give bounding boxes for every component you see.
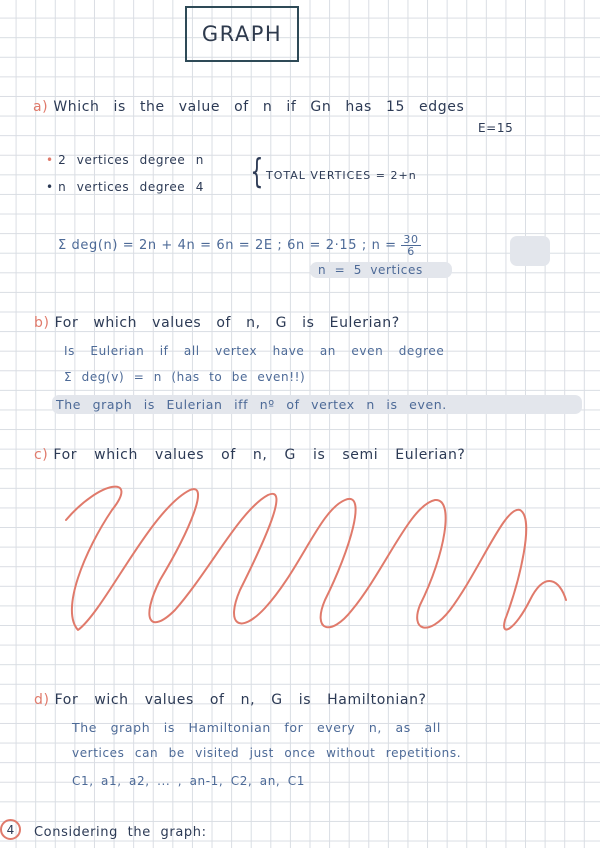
next-question-text: Considering the graph: [34, 825, 207, 840]
question-a [33, 99, 464, 115]
equation-text: Σ deg(n) = 2n + 4n = 6n = 2E ; 6n = 2·15 ; n = [58, 238, 397, 253]
equation-line [58, 234, 421, 257]
scribble-crossout [0, 470, 600, 670]
question-b-text: For which values of n, G is Eulerian? [54, 315, 400, 331]
answer-d-line2: vertices can be visited just once without repetitions. [72, 746, 462, 760]
question-d [34, 692, 427, 708]
question-b-letter: b) [34, 315, 50, 331]
question-c-letter: c) [34, 447, 49, 463]
question-number-badge: 4 [0, 819, 21, 840]
curly-brace: { [250, 152, 264, 192]
fraction [401, 234, 420, 257]
question-d-text: For wich values of n, G is Hamiltonian? [54, 692, 427, 708]
scribble-path [66, 487, 566, 630]
bullet-text: n vertices degree 4 [58, 180, 204, 194]
question-d-letter: d) [34, 692, 50, 708]
question-a-letter: a) [33, 99, 49, 115]
question-c [34, 447, 465, 463]
question-a-text: Which is the value of n if Gn has 15 edges [53, 99, 465, 115]
page-title: GRAPH [185, 6, 299, 62]
bullet-item [46, 153, 204, 167]
bullet-text: 2 vertices degree n [58, 153, 204, 167]
question-c-text: For which values of n, G is semi Eulerian? [53, 447, 466, 463]
question-b [34, 315, 400, 331]
bullet-dot: • [46, 153, 54, 167]
fraction-denominator: 6 [407, 245, 415, 258]
total-vertices: TOTAL VERTICES = 2+n [266, 169, 417, 182]
answer-d-line3: C1, a1, a2, ... , an-1, C2, an, C1 [72, 774, 305, 788]
answer-b-line3: The graph is Eulerian iff nº of vertex n is even. [56, 397, 447, 412]
answer-b-line2: Σ deg(v) = n (has to be even!!) [64, 370, 306, 384]
result-a: n = 5 vertices [318, 263, 423, 277]
bullet-dot: • [46, 180, 54, 194]
edges-note: E=15 [478, 121, 514, 135]
answer-d-line1: The graph is Hamiltonian for every n, as all [72, 720, 441, 735]
answer-b-line1: Is Eulerian if all vertex have an even degree [64, 344, 445, 358]
bullet-item [46, 180, 204, 194]
highlight-fraction [510, 236, 550, 266]
fraction-numerator: 30 [403, 233, 419, 246]
